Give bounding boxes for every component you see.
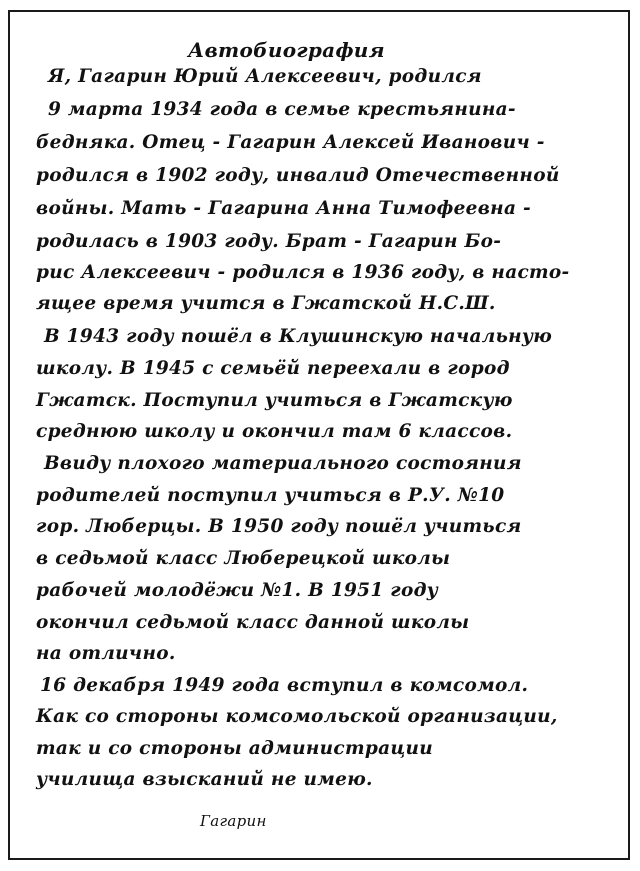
text-line: войны. Мать - Гагарина Анна Тимофеевна - <box>36 198 531 219</box>
text-line: на отлично. <box>36 643 176 664</box>
text-line: гор. Люберцы. В 1950 году пошёл учиться <box>36 516 522 537</box>
text-line: В 1943 году пошёл в Клушинскую начальную <box>44 326 553 347</box>
text-line: рис Алексеевич - родился в 1936 году, в насто- <box>36 262 570 283</box>
text-line: Гжатск. Поступил учиться в Гжатскую <box>36 390 513 411</box>
text-line: родился в 1902 году, инвалид Отечественной <box>36 165 560 186</box>
signature: Гагарин <box>200 812 267 830</box>
text-line: училища взысканий не имею. <box>36 769 373 790</box>
text-line: бедняка. Отец - Гагарин Алексей Иванович - <box>36 132 545 153</box>
text-line: родилась в 1903 году. Брат - Гагарин Бо- <box>36 231 502 252</box>
text-line: Как со стороны комсомольской организации, <box>36 706 558 727</box>
text-line: Я, Гагарин Юрий Алексеевич, родился <box>48 66 482 87</box>
text-line: родителей поступил учиться в Р.У. №10 <box>36 485 505 506</box>
text-line: Ввиду плохого материального состояния <box>44 453 522 474</box>
text-line: так и со стороны администрации <box>36 738 434 759</box>
text-line: 9 марта 1934 года в семье крестьянина- <box>48 99 516 120</box>
text-line: среднюю школу и окончил там 6 классов. <box>36 421 513 442</box>
text-line: окончил седьмой класс данной школы <box>36 612 470 633</box>
text-line: ящее время учится в Гжатской Н.С.Ш. <box>36 293 496 314</box>
text-line: рабочей молодёжи №1. В 1951 году <box>36 580 439 601</box>
text-line: школу. В 1945 с семьёй переехали в город <box>36 358 510 379</box>
text-line: 16 декабря 1949 года вступил в комсомол. <box>40 675 529 696</box>
text-line: в седьмой класс Люберецкой школы <box>36 548 451 569</box>
document-title: Автобиография <box>188 38 385 62</box>
